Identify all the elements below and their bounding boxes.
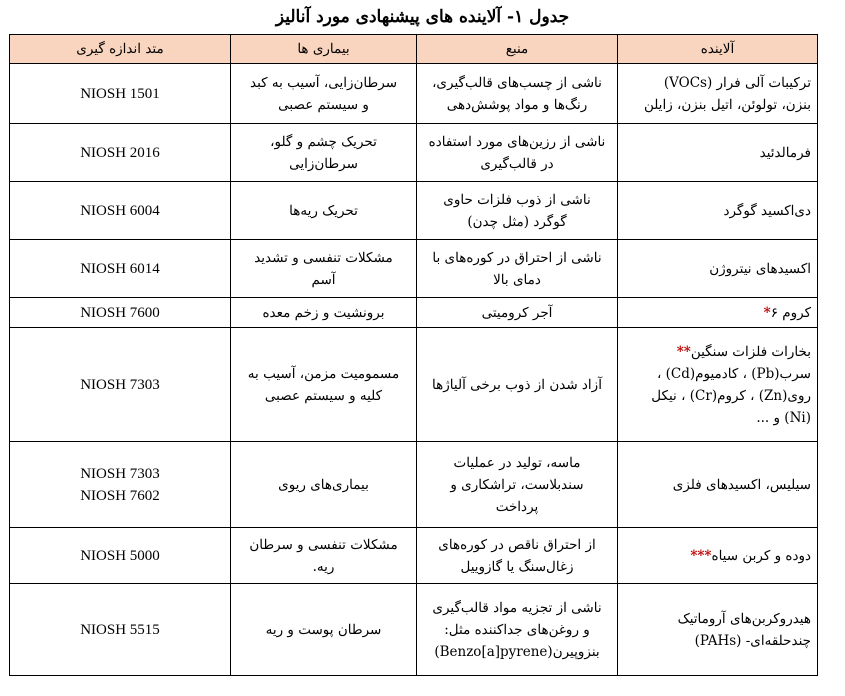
cell-method-text: NIOSH 1501 <box>80 85 160 102</box>
cell-diseases <box>231 298 417 328</box>
table-row <box>10 182 818 240</box>
table-row <box>10 328 818 442</box>
table-row <box>10 298 818 328</box>
cell-pollutant <box>618 124 818 182</box>
cell-source-line <box>423 452 611 474</box>
cell-diseases-text: و سیستم عصبی <box>278 96 369 113</box>
cell-method-line <box>16 545 224 567</box>
cell-source-text: و روغن‌های جداکننده مثل: <box>444 621 590 638</box>
cell-source-line <box>423 556 611 578</box>
cell-source <box>417 64 618 124</box>
cell-source-line <box>423 211 611 233</box>
header-method: متد اندازه گیری <box>10 35 231 64</box>
cell-source-line <box>423 619 611 641</box>
header-source: منبع <box>417 35 618 64</box>
cell-diseases-line <box>237 72 410 94</box>
cell-source-text: دمای بالا <box>493 271 541 288</box>
cell-pollutant-text: بخارات فلزات سنگین <box>690 343 811 360</box>
cell-diseases-line <box>237 534 410 556</box>
cell-pollutant-line <box>624 545 811 567</box>
cell-pollutant-line <box>624 94 811 116</box>
cell-method-text: NIOSH 2016 <box>80 144 160 161</box>
cell-source-line <box>423 496 611 518</box>
cell-source-line <box>423 131 611 153</box>
cell-pollutant-line <box>624 142 811 164</box>
cell-method-text: NIOSH 5515 <box>80 621 160 638</box>
cell-pollutant-text: بنزن، تولوئن، اتیل بنزن، زایلن <box>643 96 811 113</box>
cell-source-line <box>423 302 611 324</box>
cell-pollutant-text: اکسیدهای نیتروژن <box>709 260 811 277</box>
cell-method <box>10 64 231 124</box>
cell-pollutant-line <box>624 302 811 324</box>
cell-source-line <box>423 597 611 619</box>
cell-pollutant-text: سرب(Pb) ، کادمیوم(Cd) ، <box>656 365 811 382</box>
cell-diseases-text: کلیه و سیستم عصبی <box>264 387 383 404</box>
cell-pollutant-text: فرمالدئید <box>759 144 811 161</box>
cell-pollutant <box>618 584 818 676</box>
cell-diseases-text: برونشیت و زخم معده <box>262 304 385 321</box>
cell-diseases-line <box>237 385 410 407</box>
header-diseases: بیماری ها <box>231 35 417 64</box>
cell-diseases-text: بیماری‌های ریوی <box>278 476 369 493</box>
cell-method-text: NIOSH 7303 <box>80 465 160 482</box>
cell-diseases-text: سرطان پوست و ریه <box>265 621 382 638</box>
cell-pollutant-line <box>624 474 811 496</box>
cell-diseases-text: سرطان‌زایی، آسیب به کبد <box>249 74 398 91</box>
cell-method-text: NIOSH 7303 <box>80 376 160 393</box>
cell-method-line <box>16 142 224 164</box>
cell-method <box>10 124 231 182</box>
cell-pollutant <box>618 182 818 240</box>
cell-source <box>417 182 618 240</box>
cell-source <box>417 298 618 328</box>
cell-diseases <box>231 528 417 584</box>
cell-method-text: NIOSH 6014 <box>80 260 160 277</box>
cell-diseases-text: ریه. <box>312 558 335 575</box>
cell-diseases-line <box>237 153 410 175</box>
cell-diseases <box>231 240 417 298</box>
cell-pollutant-line <box>624 72 811 94</box>
cell-source-line <box>423 534 611 556</box>
cell-method-text: NIOSH 7602 <box>80 487 160 504</box>
cell-source <box>417 124 618 182</box>
table-row <box>10 442 818 528</box>
cell-diseases-line <box>237 269 410 291</box>
cell-source-text: سندبلاست، تراشکاری و <box>450 476 584 493</box>
cell-method-line <box>16 258 224 280</box>
table-row <box>10 124 818 182</box>
cell-diseases-line <box>237 131 410 153</box>
cell-diseases-text: تحریک ریه‌ها <box>289 202 358 219</box>
cell-source <box>417 240 618 298</box>
cell-source-line <box>423 94 611 116</box>
cell-diseases-line <box>237 556 410 578</box>
cell-diseases-line <box>237 363 410 385</box>
cell-source-text: ناشی از رزین‌های مورد استفاده <box>428 133 606 150</box>
cell-diseases-line <box>237 619 410 641</box>
cell-method-text: NIOSH 7600 <box>80 304 160 321</box>
cell-method-line <box>16 200 224 222</box>
cell-diseases-text: آسم <box>311 271 336 288</box>
cell-source-text: ناشی از احتراق در کوره‌های با <box>432 249 602 266</box>
cell-source-line <box>423 153 611 175</box>
cell-pollutant-line <box>624 407 811 429</box>
cell-source-text: گوگرد (مثل چدن) <box>467 213 567 230</box>
cell-pollutant <box>618 64 818 124</box>
cell-pollutant <box>618 298 818 328</box>
cell-source-text: ناشی از تجزیه مواد قالب‌گیری <box>432 599 602 616</box>
cell-pollutant-text: (Ni) و ... <box>756 409 811 426</box>
pollutants-table <box>9 34 818 676</box>
cell-source-text: رنگ‌ها و مواد پوشش‌دهی <box>446 96 588 113</box>
cell-diseases-line <box>237 247 410 269</box>
cell-pollutant-line <box>624 363 811 385</box>
cell-source-line <box>423 474 611 496</box>
cell-diseases-line <box>237 302 410 324</box>
footnote-mark: ** <box>676 343 691 360</box>
table-row <box>10 240 818 298</box>
cell-pollutant-line <box>624 258 811 280</box>
table-title: جدول ۱- آلاینده های پیشنهادی مورد آنالیز <box>275 7 570 27</box>
cell-diseases-text: سرطان‌زایی <box>289 155 358 172</box>
cell-pollutant-text: هیدروکربن‌های آروماتیک <box>677 610 811 627</box>
header-pollutant: آلاینده <box>618 35 818 64</box>
cell-pollutant-text: دی‌اکسید گوگرد <box>723 202 811 219</box>
cell-pollutant-text: روی(Zn) ، کروم(Cr) ، نیکل <box>651 387 811 404</box>
cell-diseases <box>231 182 417 240</box>
table-row <box>10 584 818 676</box>
cell-method-line <box>16 619 224 641</box>
cell-method <box>10 528 231 584</box>
cell-source-text: از احتراق ناقص در کوره‌های <box>438 536 596 553</box>
cell-method-text: NIOSH 5000 <box>80 547 160 564</box>
cell-diseases-text: مشکلات تنفسی و سرطان <box>249 536 398 553</box>
cell-diseases <box>231 442 417 528</box>
cell-pollutant-line <box>624 608 811 630</box>
cell-diseases <box>231 124 417 182</box>
cell-source-text: ناشی از ذوب فلزات حاوی <box>443 191 591 208</box>
cell-source <box>417 528 618 584</box>
cell-method <box>10 182 231 240</box>
cell-method-line <box>16 302 224 324</box>
cell-source-text: بنزوپیرن(Benzo[a]pyrene) <box>434 643 600 660</box>
cell-source-text: در قالب‌گیری <box>480 155 554 172</box>
cell-method <box>10 328 231 442</box>
cell-source-text: ناشی از چسب‌های قالب‌گیری، <box>432 74 602 91</box>
cell-pollutant-line <box>624 341 811 363</box>
cell-method-line <box>16 374 224 396</box>
cell-method <box>10 442 231 528</box>
cell-diseases <box>231 584 417 676</box>
cell-method-line <box>16 463 224 485</box>
cell-source-line <box>423 72 611 94</box>
table-header-row <box>10 35 818 64</box>
cell-pollutant-text: دوده و کربن سیاه <box>711 547 811 564</box>
cell-diseases <box>231 328 417 442</box>
cell-source-text: ماسه، تولید در عملیات <box>453 454 581 471</box>
cell-pollutant <box>618 528 818 584</box>
cell-source-text: آجر کرومیتی <box>481 304 553 321</box>
cell-diseases <box>231 64 417 124</box>
cell-method <box>10 584 231 676</box>
cell-source-line <box>423 189 611 211</box>
cell-diseases-line <box>237 94 410 116</box>
cell-pollutant-text: ترکیبات آلی فرار (VOCs) <box>663 74 811 91</box>
cell-method <box>10 240 231 298</box>
cell-pollutant-text: کروم ۶ <box>770 304 811 321</box>
table-row <box>10 528 818 584</box>
cell-source-line <box>423 247 611 269</box>
cell-source-text: آزاد شدن از ذوب برخی آلیاژها <box>432 376 602 393</box>
cell-source-text: زغال‌سنگ یا گازوییل <box>460 558 574 575</box>
cell-source-line <box>423 269 611 291</box>
cell-source <box>417 328 618 442</box>
cell-source-text: پرداخت <box>495 498 539 515</box>
cell-method-text: NIOSH 6004 <box>80 202 160 219</box>
table-body <box>10 64 818 676</box>
cell-diseases-text: تحریک چشم و گلو، <box>270 133 377 150</box>
cell-method <box>10 298 231 328</box>
cell-source-line <box>423 641 611 663</box>
cell-pollutant <box>618 328 818 442</box>
cell-diseases-text: مشکلات تنفسی و تشدید <box>254 249 393 266</box>
cell-diseases-line <box>237 474 410 496</box>
cell-pollutant <box>618 240 818 298</box>
cell-pollutant-line <box>624 630 811 652</box>
cell-pollutant-text: سیلیس، اکسیدهای فلزی <box>672 476 811 493</box>
cell-pollutant-line <box>624 200 811 222</box>
table-row <box>10 64 818 124</box>
cell-diseases-text: مسمومیت مزمن، آسیب به <box>247 365 400 382</box>
cell-pollutant <box>618 442 818 528</box>
cell-pollutant-text: چندحلقه‌ای- (PAHs) <box>694 632 811 649</box>
footnote-mark: *** <box>690 547 712 564</box>
cell-source <box>417 442 618 528</box>
cell-source <box>417 584 618 676</box>
footnote-mark: * <box>763 304 771 321</box>
cell-method-line <box>16 83 224 105</box>
cell-method-line <box>16 485 224 507</box>
cell-pollutant-line <box>624 385 811 407</box>
cell-diseases-line <box>237 200 410 222</box>
cell-source-line <box>423 374 611 396</box>
